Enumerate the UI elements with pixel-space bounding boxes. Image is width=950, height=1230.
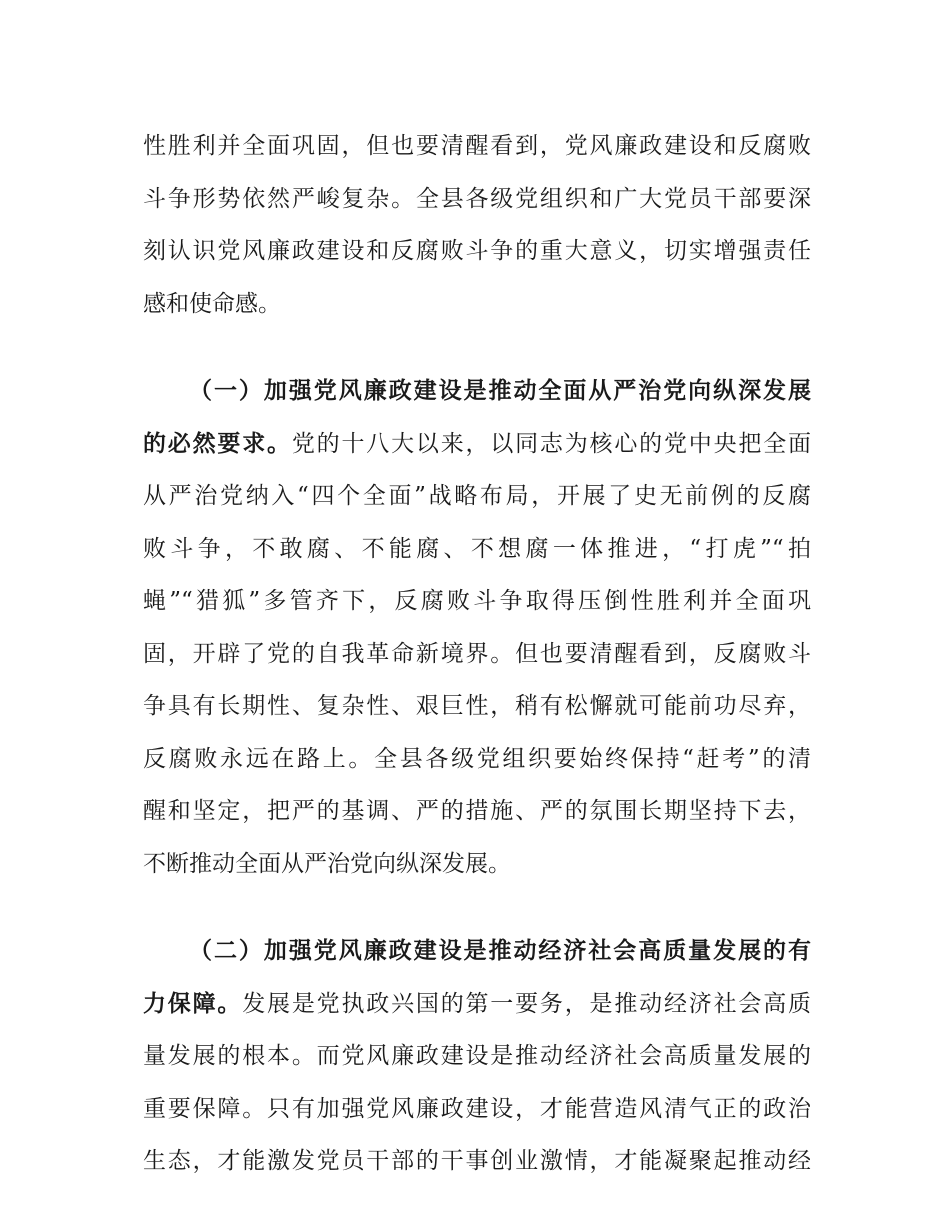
text-line: 争具有长期性、复杂性、艰巨性，稍有松懈就可能前功尽弃， [143,693,811,719]
text-line: 固，开辟了党的自我革命新境界。但也要清醒看到，反腐败斗 [143,640,811,667]
text-line: 败斗争，不敢腐、不能腐、不想腐一体推进，“打虎”“拍 [143,535,811,562]
section-heading-text: 的必然要求。 [143,430,292,457]
text-line: 反腐败永远在路上。全县各级党组织要始终保持“赶考”的清 [143,745,811,772]
section-heading-text: （二）加强党风廉政建设是推动经济社会高质量发展的有 [189,938,811,964]
document-page [143,120,811,1188]
body-text: 党的十八大以来，以同志为核心的党中央把全面 [291,430,812,457]
text-line: 感和使命感。 [143,290,281,317]
text-line [143,418,811,471]
section-heading-line [143,365,811,418]
body-text: 发展是党执政兴国的第一要务，是推动经济社会高质 [242,990,812,1017]
text-line: 醒和坚定，把严的基调、严的措施、严的氛围长期坚持下去， [143,798,811,824]
paragraph-intro [143,120,811,330]
text-line: 性胜利并全面巩固，但也要清醒看到，党风廉政建设和反腐败 [143,133,811,159]
text-line: 从严治党纳入“四个全面”战略布局，开展了史无前例的反腐 [143,483,811,509]
section-heading-text: 力保障。 [143,990,243,1017]
paragraph-section-one [143,365,811,890]
section-heading-line [143,925,811,978]
text-line: 生态，才能激发党员干部的干事创业激情，才能凝聚起推动经 [143,1148,811,1174]
text-line: 蝇”“猎狐”多管齐下，反腐败斗争取得压倒性胜利并全面巩 [143,588,811,614]
text-line: 重要保障。只有加强党风廉政建设，才能营造风清气正的政治 [143,1095,811,1122]
text-line: 斗争形势依然严峻复杂。全县各级党组织和广大党员干部要深 [143,185,811,212]
text-line: 不断推动全面从严治党向纵深发展。 [143,850,511,877]
text-line: 刻认识党风廉政建设和反腐败斗争的重大意义，切实增强责任 [143,238,811,264]
section-heading-text: （一）加强党风廉政建设是推动全面从严治党向纵深发展 [189,378,811,404]
paragraph-section-two [143,925,811,1188]
text-line [143,978,811,1031]
text-line: 量发展的根本。而党风廉政建设是推动经济社会高质量发展的 [143,1043,811,1069]
